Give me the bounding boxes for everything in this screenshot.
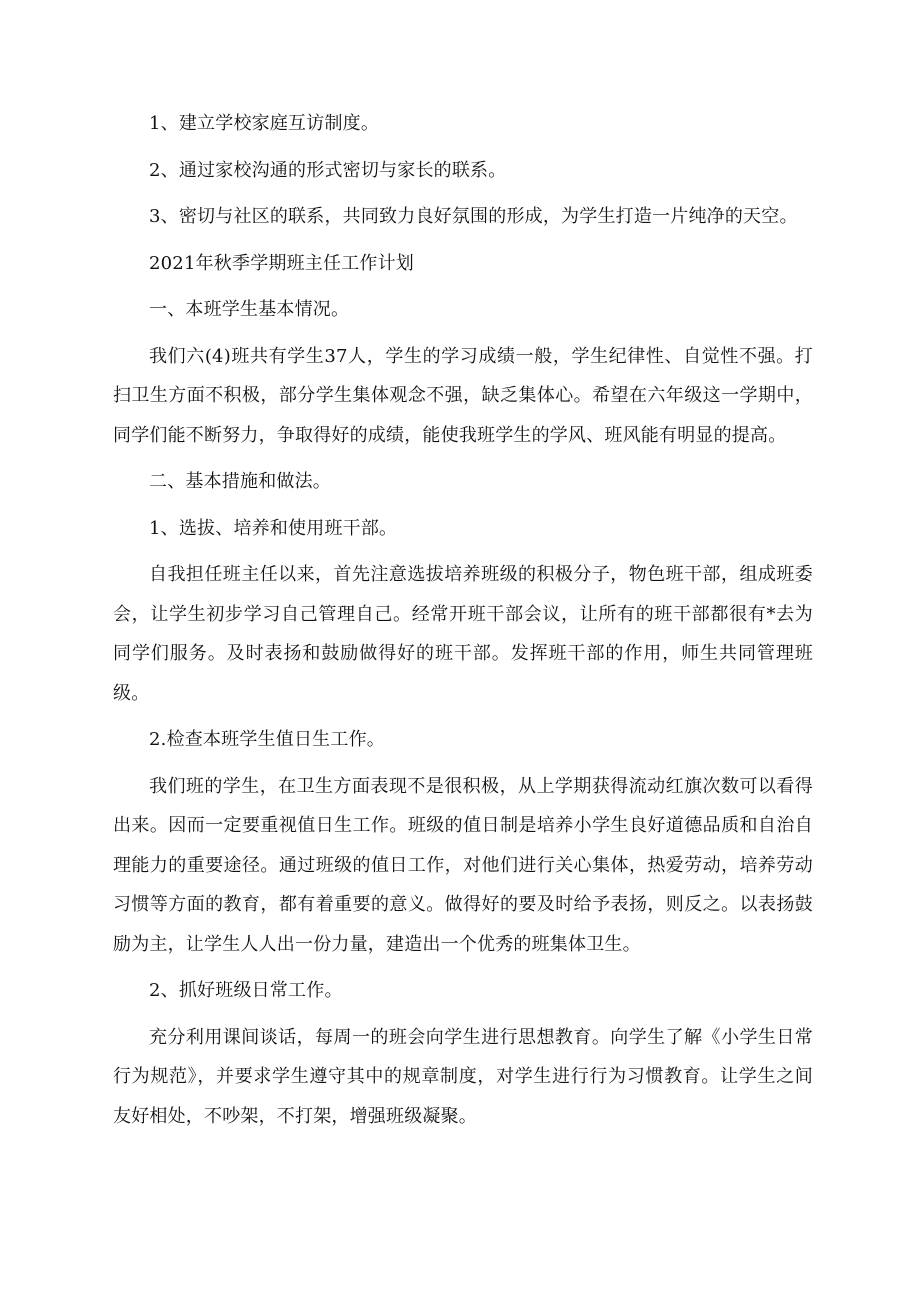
paragraph-duty-work: 我们班的学生，在卫生方面表现不是很积极，从上学期获得流动红旗次数可以看得出来。因而一定要重视值日生工作。班级的值日制是培养小学生良好道德品质和自治自理能力的重要途径。通过班级的值日工作，对他们进行关心集体，热爱劳动，培养劳动习惯等方面的教育，都有着重要的意义。做得好的要及时给予表扬，则反之。以表扬鼓励为主，让学生人人出一份力量，建造出一个优秀的班集体卫生。 — [113, 775, 813, 955]
paragraph-community: 3、密切与社区的联系，共同致力良好氛围的形成，为学生打造一片纯净的天空。 — [149, 206, 798, 227]
section-heading-situation: 一、本班学生基本情况。 — [149, 299, 350, 320]
document-title: 2021年秋季学期班主任工作计划 — [149, 252, 415, 274]
paragraph-class-situation: 我们六(4)班共有学生37人，学生的学习成绩一般，学生纪律性、自觉性不强。打扫卫生方面不积极，部分学生集体观念不强，缺乏集体心。希望在六年级这一学期中，同学们能不断努力，争取得好的成绩，能使我班学生的学风、班风能有明显的提高。 — [113, 345, 813, 446]
paragraph-home-school: 2、通过家校沟通的形式密切与家长的联系。 — [149, 159, 507, 181]
subheading-class-cadres: 1、选拔、培养和使用班干部。 — [149, 517, 398, 539]
paragraph-daily-work: 充分利用课间谈话，每周一的班会向学生进行思想教育。向学生了解《小学生日常行为规范》，并要求学生遵守其中的规章制度，对学生进行行为习惯教育。让学生之间友好相处，不吵架，不打架，增强班级凝聚。 — [113, 1026, 813, 1127]
paragraph-visit-system: 1、建立学校家庭互访制度。 — [149, 113, 380, 134]
document-body — [113, 104, 813, 1143]
section-heading-measures: 二、基本措施和做法。 — [149, 471, 331, 492]
subheading-duty-check: 2.检查本班学生值日生工作。 — [149, 729, 385, 750]
paragraph-class-cadres: 自我担任班主任以来，首先注意选拔培养班级的积极分子，物色班干部，组成班委会，让学生初步学习自己管理自己。经常开班干部会议，让所有的班干部都很有*去为同学们服务。及时表扬和鼓励做得好的班干部。发挥班干部的作用，师生共同管理班级。 — [113, 564, 813, 704]
subheading-daily-work: 2、抓好班级日常工作。 — [149, 980, 343, 1001]
